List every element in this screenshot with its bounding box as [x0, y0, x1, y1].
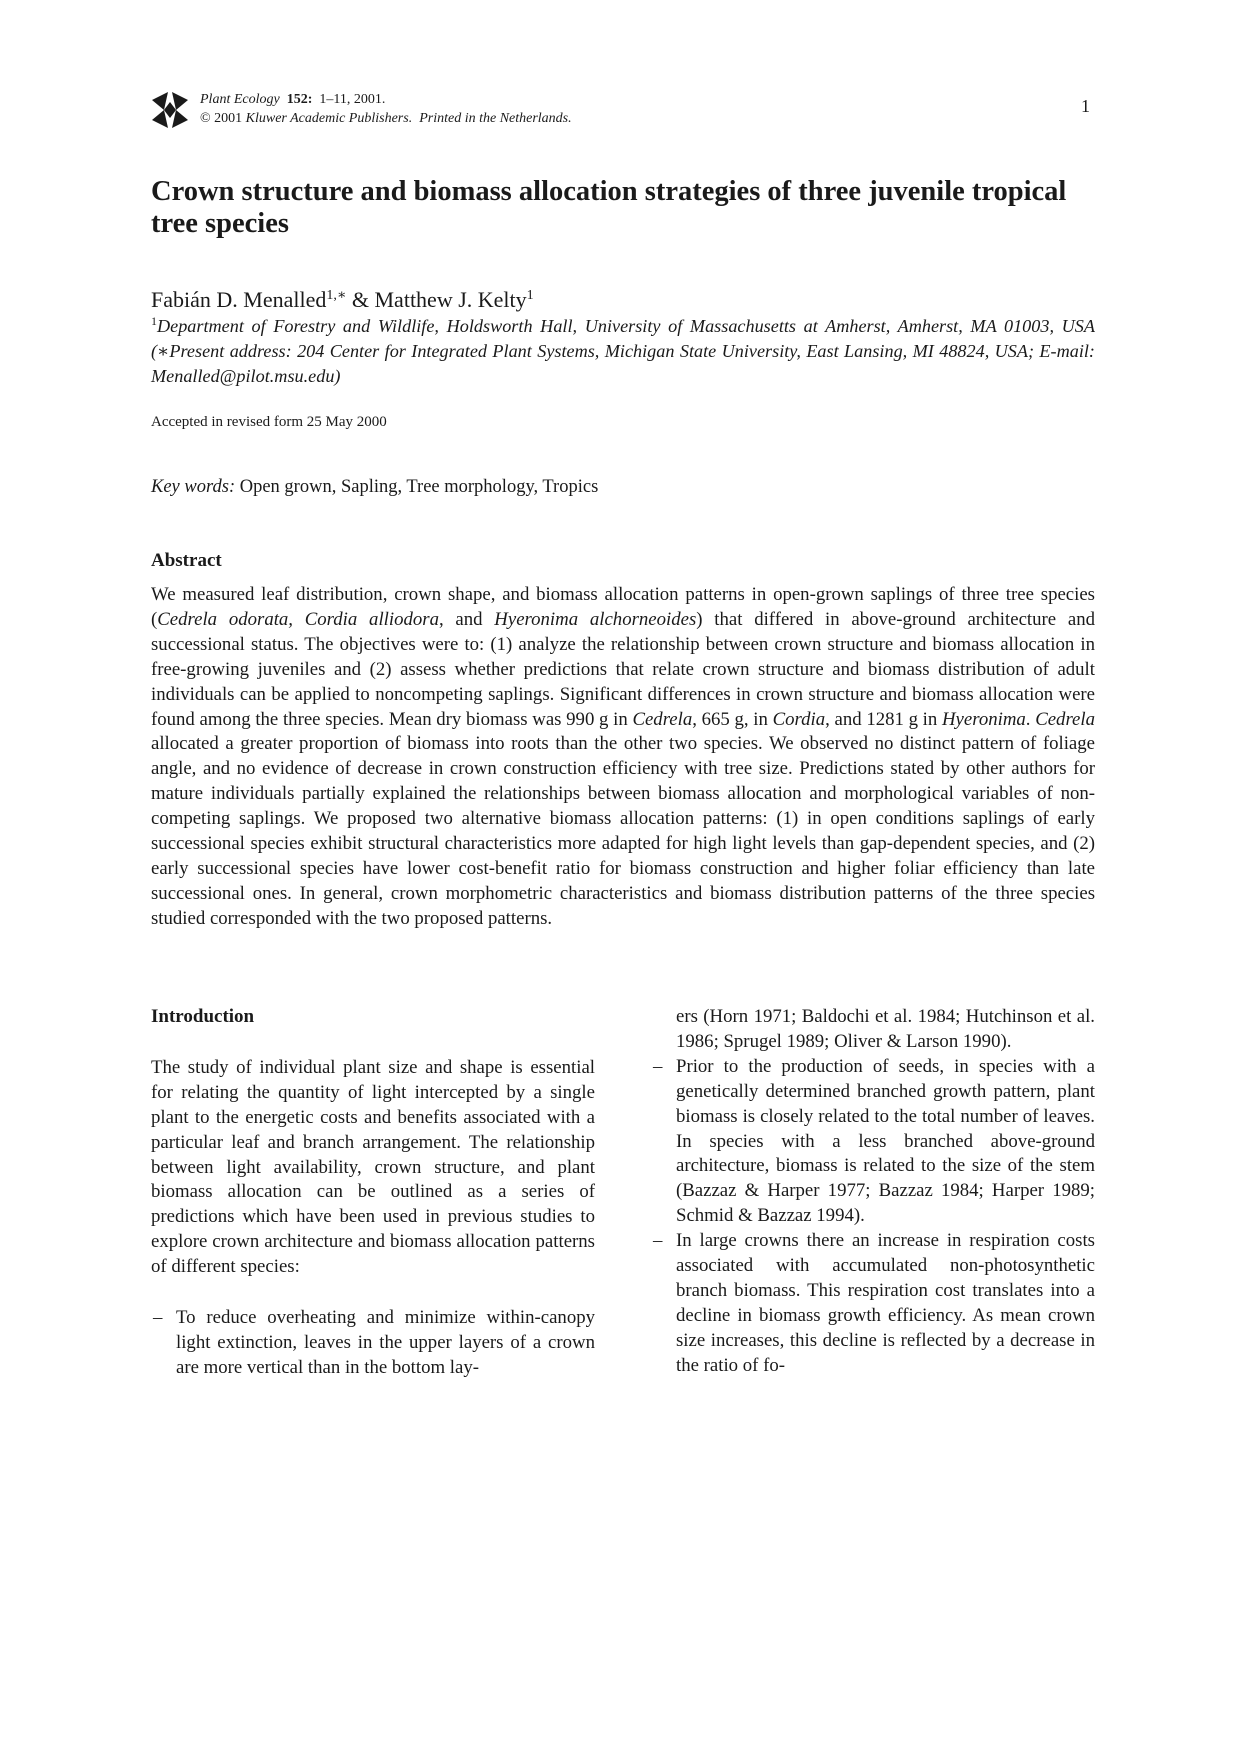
- abstract-heading: Abstract: [151, 550, 222, 571]
- abstract-text: , and: [438, 608, 495, 630]
- bullet-dash: –: [653, 1230, 663, 1252]
- prediction-item-1: [151, 1306, 595, 1381]
- abstract-text: ) that differed in above-ground architecture and successional status. The objectives were to: (1) analyze the relationship between crown structure and biomass allocation in free-growing juveniles and (2) assess whether predictions that relate crown structure and biomass distribution of adult individuals can be applied to noncompeting saplings. Significant differences in crown structure and biomass allocation were found among the three species. Mean dry biomass was 990 g in: [151, 608, 1095, 730]
- author-1: Fabián D. Menalled: [151, 287, 327, 312]
- species-name: Cordia: [772, 708, 826, 730]
- keywords-label: Key words:: [151, 477, 236, 497]
- author-2: Matthew J. Kelty: [374, 287, 527, 312]
- printed-note: Printed in the Netherlands.: [419, 111, 572, 126]
- paper-title: Crown structure and biomass allocation strategies of three juvenile tropical tree species: [151, 176, 1067, 239]
- prediction-item-2: [651, 1055, 1095, 1229]
- left-column: [151, 1005, 595, 1381]
- author-separator: &: [346, 287, 375, 312]
- keywords-text: Open grown, Sapling, Tree morphology, Tropics: [239, 477, 599, 497]
- species-name: Cedrela: [632, 708, 693, 730]
- journal-volume: 152:: [286, 92, 313, 107]
- prediction-item-3: [651, 1229, 1095, 1378]
- bullet-dash: –: [153, 1307, 163, 1329]
- prediction-item-1-continued: ers (Horn 1971; Baldochi et al. 1984; Hutchinson et al. 1986; Sprugel 1989; Oliver & Larson 1990).: [676, 1006, 1095, 1052]
- affiliation-text: Department of Forestry and Wildlife, Holdsworth Hall, University of Massachusetts at Amherst, Amherst, MA 01003, USA (∗Present address: 204 Center for Integrated Plant Systems, Michigan State University, East Lansing, MI 48824, USA; E-mail: Menalled@pilot.msu.edu): [151, 316, 1095, 386]
- author-2-affil: 1: [526, 288, 534, 303]
- abstract-text: , and 1281 g in: [825, 708, 942, 730]
- abstract-text: We measured leaf distribution, crown shape, and biomass allocation patterns in open-grown saplings of three tree species (: [151, 584, 1095, 630]
- bullet-dash: –: [653, 1055, 663, 1077]
- kluwer-logo-icon: [150, 88, 190, 132]
- prediction-text: In large crowns there an increase in respiration costs associated with accumulated non-photosynthetic branch biomass. This respiration cost translates into a decline in biomass growth efficiency. As mean crown size increases, this decline is reflected by a decrease in the ratio of fo-: [676, 1230, 1095, 1376]
- keywords: [151, 477, 598, 498]
- page-number: 1: [1081, 96, 1090, 116]
- author-1-affil: 1,∗: [326, 288, 347, 303]
- journal-header: [150, 88, 1090, 132]
- copyright: © 2001: [200, 111, 243, 126]
- species-name: Hyeronima: [941, 708, 1026, 730]
- journal-line-1: [200, 90, 572, 109]
- introduction-paragraph: The study of individual plant size and shape is essential for relating the quantity of light intercepted by a single plant to the energetic costs and benefits associated with a particular leaf and branch arrangement. The relationship between light availability, crown structure, and plant biomass allocation can be outlined as a series of predictions which have been used in previous studies to explore crown architecture and biomass allocation patterns of different species:: [151, 1056, 595, 1278]
- author-line: [151, 287, 534, 313]
- affiliation-mark: 1: [151, 314, 157, 328]
- species-name: Cedrela odorata, Cordia alliodora: [157, 608, 439, 630]
- accepted-date: Accepted in revised form 25 May 2000: [151, 414, 387, 430]
- abstract-text: , 665 g, in: [692, 708, 773, 730]
- species-name: Cedrela: [1035, 708, 1095, 730]
- publisher: Kluwer Academic Publishers.: [245, 111, 413, 126]
- journal-line-2: [200, 109, 572, 128]
- journal-name: Plant Ecology: [200, 92, 280, 107]
- abstract-text: .: [1025, 708, 1036, 730]
- prediction-text: Prior to the production of seeds, in species with a genetically determined branched growth pattern, plant biomass is closely related to the total number of leaves. In species with a less branched above-ground architecture, biomass is related to the size of the stem (Bazzaz & Harper 1977; Bazzaz 1984; Harper 1989; Schmid & Bazzaz 1994).: [676, 1055, 1095, 1227]
- introduction-heading: Introduction: [151, 1006, 255, 1027]
- abstract-body: [151, 583, 1095, 932]
- affiliation: [151, 314, 1095, 389]
- species-name: Hyeronima alchorneoides: [494, 608, 697, 630]
- right-column: [651, 1005, 1095, 1379]
- abstract-text: allocated a greater proportion of biomass into roots than the other two species. We observed no distinct pattern of foliage angle, and no evidence of decrease in crown construction efficiency with tree size. Predictions stated by other authors for mature individuals partially explained the relationships between biomass allocation and morphological variables of non-competing saplings. We proposed two alternative biomass allocation patterns: (1) in open conditions saplings of early successional species exhibit structural characteristics more adapted for high light levels than gap-dependent species, and (2) early successional species have lower cost-benefit ratio for biomass construction and higher foliar efficiency than late successional ones. In general, crown morphometric characteristics and biomass distribution patterns of the three species studied corresponded with the two proposed patterns.: [151, 733, 1095, 929]
- prediction-text: To reduce overheating and minimize within-canopy light extinction, leaves in the upper layers of a crown are more vertical than in the bottom lay-: [176, 1307, 595, 1378]
- journal-citation: [200, 90, 572, 128]
- journal-pages: 1–11, 2001.: [319, 92, 386, 107]
